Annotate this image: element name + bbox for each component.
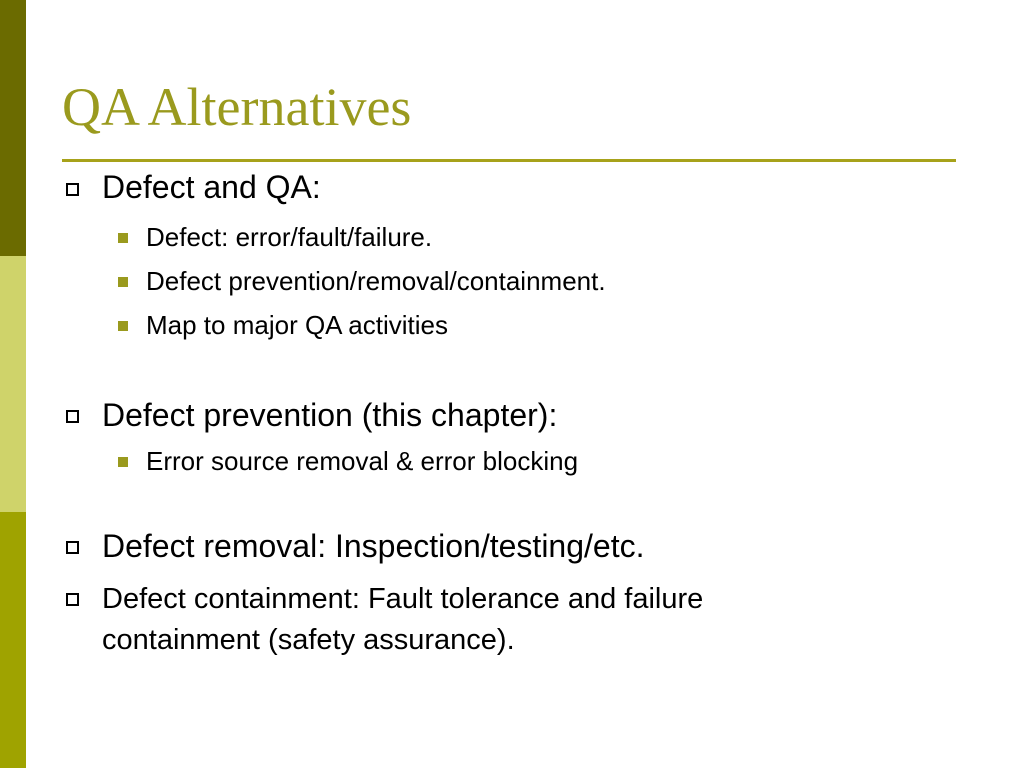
filled-square-bullet-icon: [118, 277, 128, 287]
sub-bullet-item: Map to major QA activities: [146, 310, 448, 340]
hollow-square-bullet-icon: [66, 593, 79, 606]
sub-bullet-item: Defect: error/fault/failure.: [146, 222, 433, 252]
hollow-square-bullet-icon: [66, 183, 79, 196]
filled-square-bullet-icon: [118, 233, 128, 243]
bullet-item: Defect containment: Fault tolerance and failure containment (safety assurance).: [102, 583, 704, 656]
filled-square-bullet-icon: [118, 457, 128, 467]
sub-bullet-item: Defect prevention/removal/containment.: [146, 266, 606, 296]
bullet-item: Defect and QA:: [102, 169, 321, 205]
bullet-item: Defect removal: Inspection/testing/etc.: [102, 528, 645, 564]
hollow-square-bullet-icon: [66, 410, 79, 423]
hollow-square-bullet-icon: [66, 541, 79, 554]
sub-bullet-item: Error source removal & error blocking: [146, 446, 579, 476]
slide-title: QA Alternatives: [62, 77, 412, 137]
bullet-item: Defect prevention (this chapter):: [102, 397, 558, 433]
filled-square-bullet-icon: [118, 321, 128, 331]
